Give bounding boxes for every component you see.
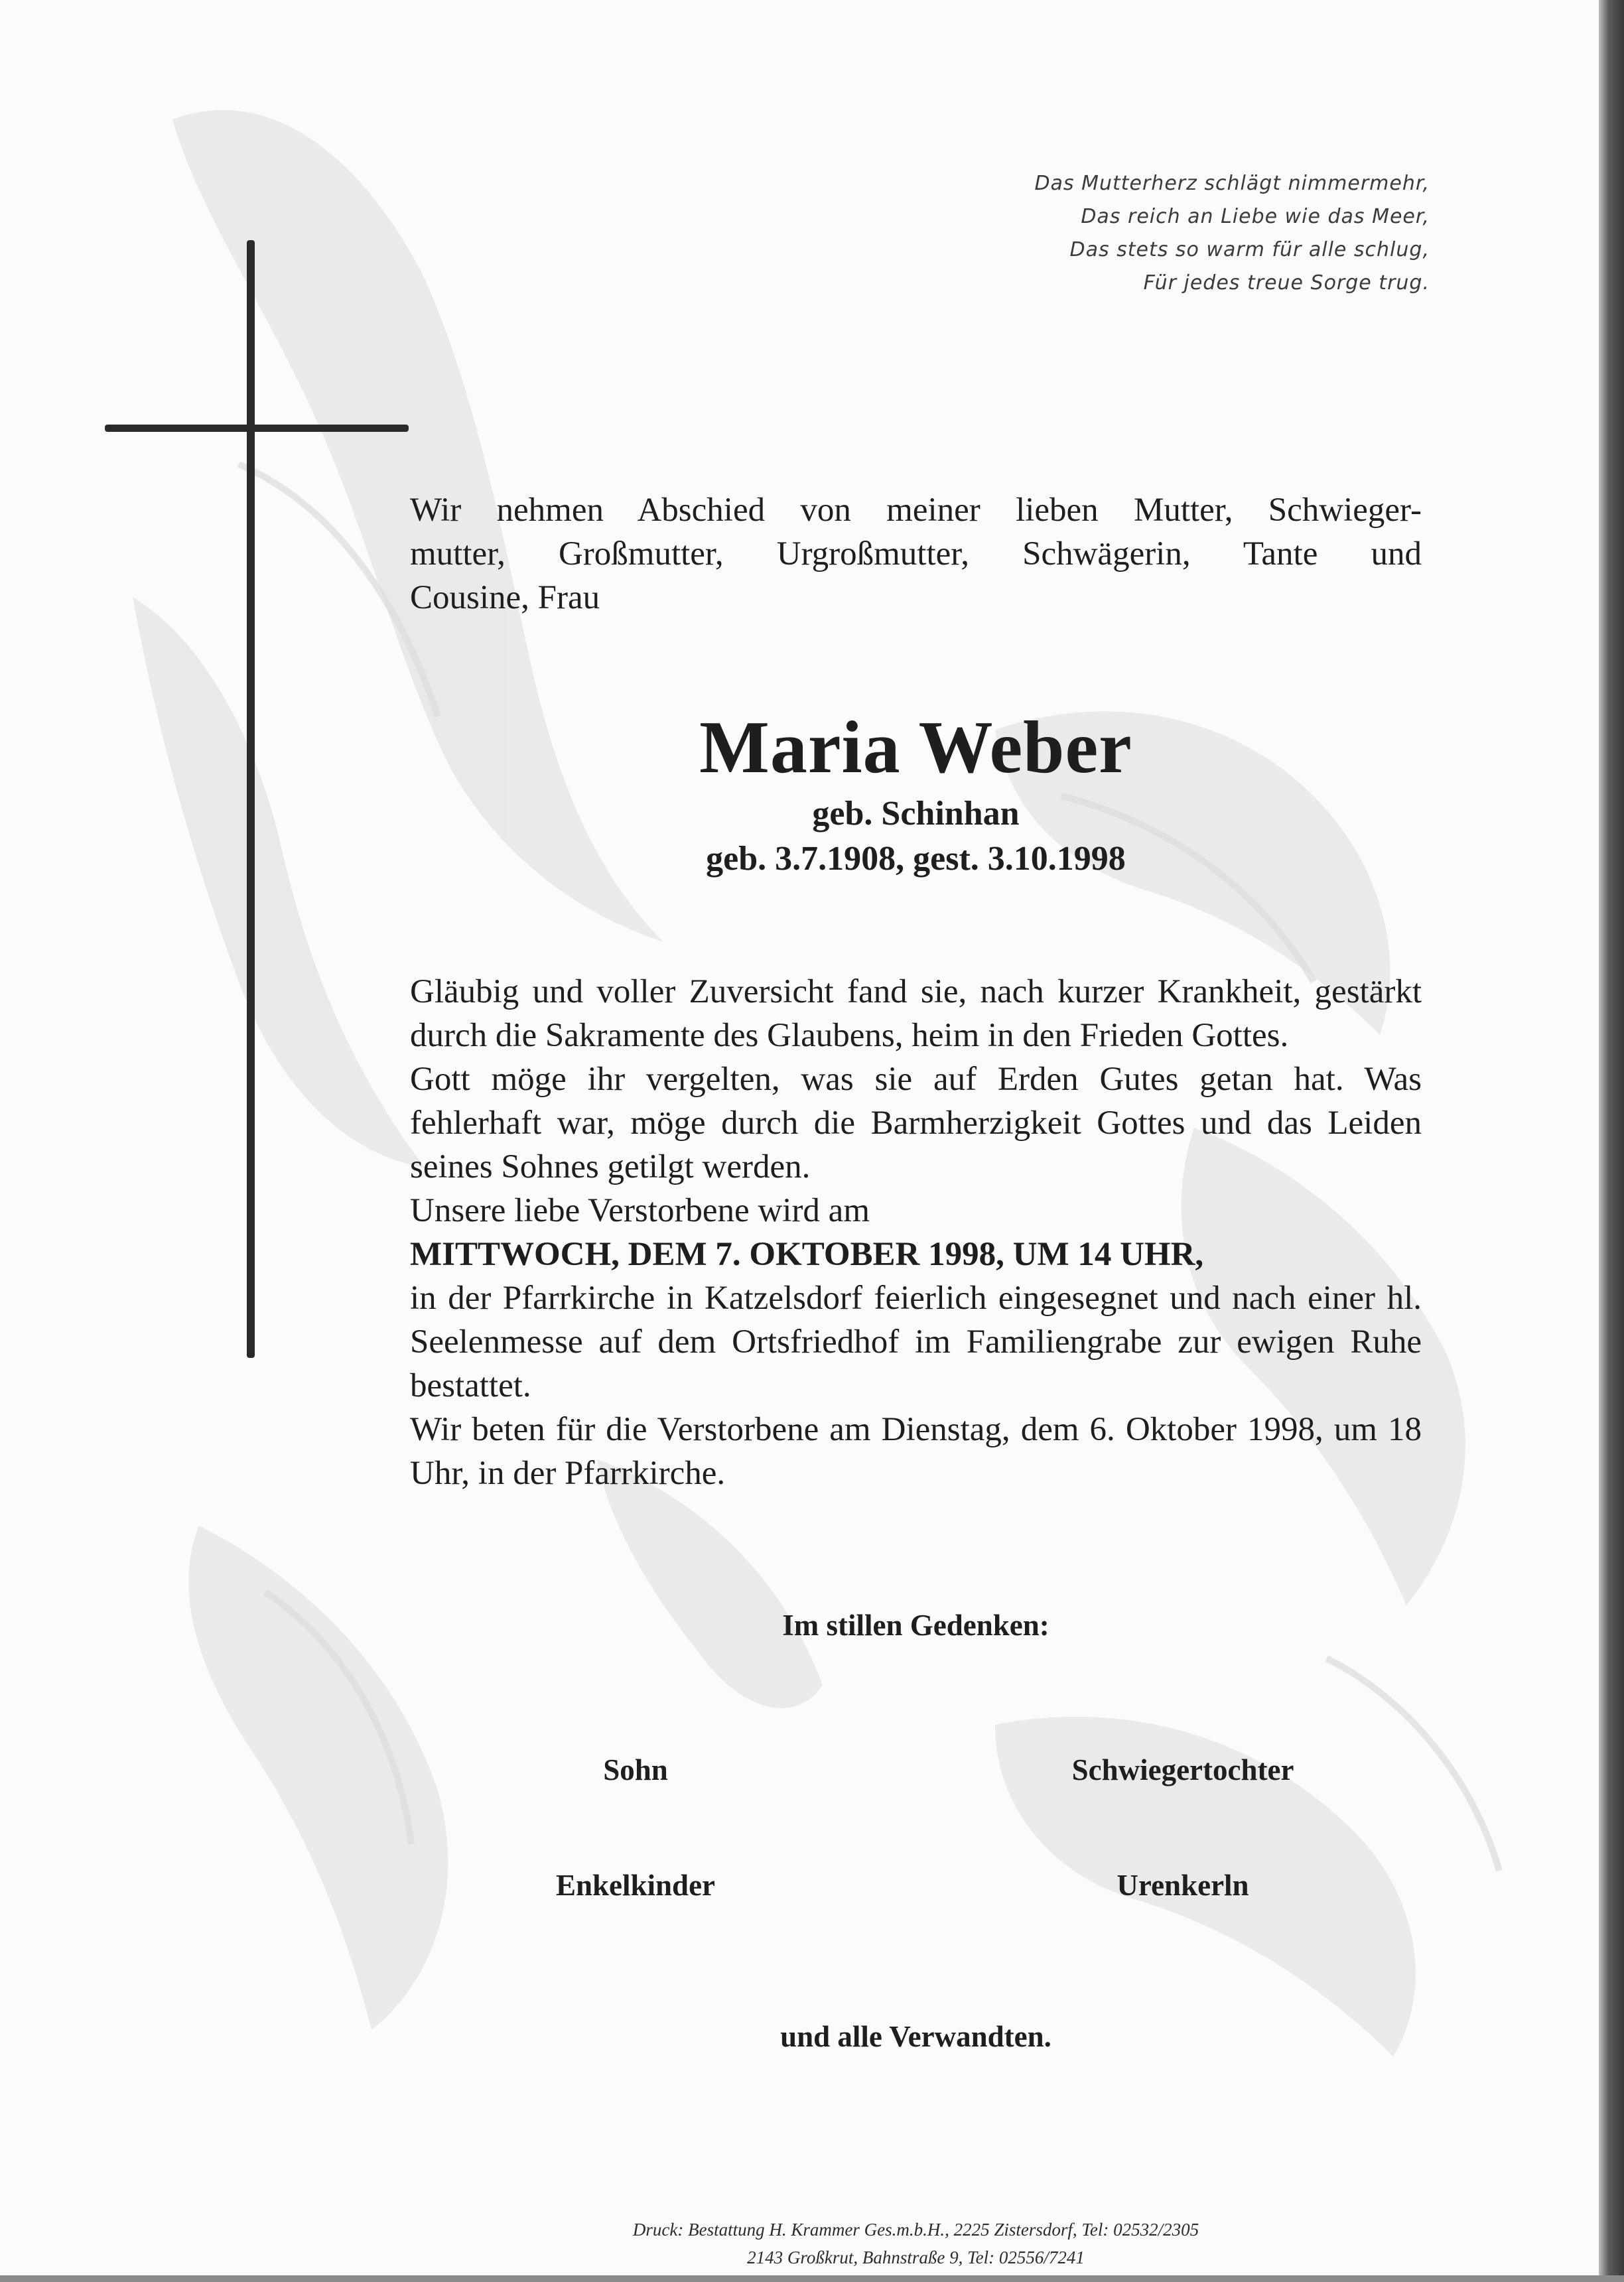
obituary-body xyxy=(410,970,1422,1495)
poem-line-4: Für jedes treue Sorge trug. xyxy=(1143,271,1430,295)
cross-vertical-bar xyxy=(247,240,255,1358)
cross-horizontal-bar xyxy=(105,425,409,432)
mourner-grandchildren: Enkelkinder xyxy=(555,1869,716,1902)
body-paragraph-faith: Gläubig und voller Zuversicht fand sie, nach kurzer Krankheit, gestärkt durch die Sakramente des Glaubens, heim in den Frieden Gottes. xyxy=(410,973,1422,1054)
mourning-heading: Im stillen Gedenken: xyxy=(782,1609,1049,1642)
poem-line-1: Das Mutterherz schlägt nimmermehr, xyxy=(1034,172,1430,195)
mourning-closing: und alle Verwandten. xyxy=(780,2020,1051,2053)
mourner-son: Sohn xyxy=(603,1753,668,1786)
body-paragraph-burial: in der Pfarrkirche in Katzelsdorf feierlich eingesegnet und nach einer hl. Seelenmesse auf dem Ortsfriedhof im Familiengrabe zur ewigen Ruhe bestattet. xyxy=(410,1280,1422,1404)
printer-line-2: 2143 Großkrut, Bahnstraße 9, Tel: 02556/7241 xyxy=(747,2248,1085,2267)
mourner-great-grandchildren: Urenkerln xyxy=(1116,1869,1249,1902)
deceased-name: Maria Weber xyxy=(699,706,1132,789)
life-dates: geb. 3.7.1908, gest. 3.10.1998 xyxy=(706,840,1126,878)
maiden-name: geb. Schinhan xyxy=(812,795,1020,833)
page-bottom-edge xyxy=(0,2275,1624,2282)
poem-line-2: Das reich an Liebe wie das Meer, xyxy=(1081,205,1430,228)
mourner-daughter-in-law: Schwiegertochter xyxy=(1071,1753,1294,1786)
memorial-poem xyxy=(833,167,1430,300)
poem-line-3: Das stets so warm für alle schlug, xyxy=(1069,238,1430,261)
body-paragraph-announcement: Unsere liebe Verstorbene wird am xyxy=(410,1192,870,1229)
body-paragraph-prayer: Gott möge ihr vergelten, was sie auf Erden Gutes getan hat. Was fehlerhaft war, möge durch die Barmherzigkeit Gottes und das Leiden seines Sohnes getilgt werden. xyxy=(410,1061,1422,1185)
intro-line-1: Wir nehmen Abschied von meiner lieben Mutter, Schwieger- xyxy=(410,492,1422,529)
page-edge-shadow xyxy=(1599,0,1624,2282)
body-paragraph-vigil: Wir beten für die Verstorbene am Dienstag, dem 6. Oktober 1998, um 18 Uhr, in der Pfarrkirche. xyxy=(410,1411,1422,1492)
printer-line-1: Druck: Bestattung H. Krammer Ges.m.b.H., 2225 Zistersdorf, Tel: 02532/2305 xyxy=(632,2220,1199,2240)
funeral-date: MITTWOCH, DEM 7. OKTOBER 1998, UM 14 UHR, xyxy=(410,1236,1204,1273)
printer-imprint xyxy=(410,2216,1422,2271)
intro-line-3: Cousine, Frau xyxy=(410,579,600,616)
intro-line-2: mutter, Großmutter, Urgroßmutter, Schwägerin, Tante und xyxy=(410,535,1422,572)
intro-paragraph xyxy=(410,488,1422,620)
